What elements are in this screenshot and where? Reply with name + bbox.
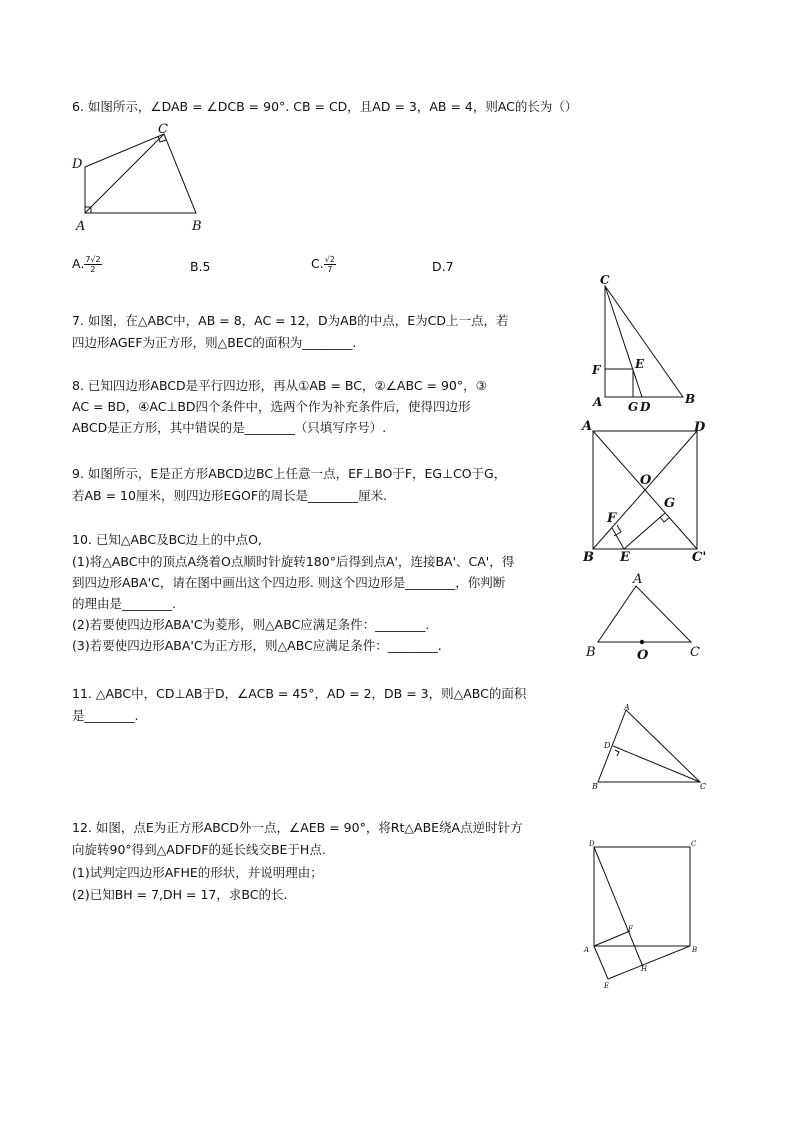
q6-figure <box>68 120 213 235</box>
q6-option-a <box>72 255 102 274</box>
q7-figure <box>588 268 698 416</box>
q10-midpoint-dot <box>640 640 644 644</box>
q7-label-f: F <box>592 363 601 377</box>
q6-option-c-denominator: 7 <box>327 265 333 274</box>
q9-line-2: 若AB = 10厘米，则四边形EGOF的周长是________厘米. <box>72 488 388 503</box>
q12-label-b: B <box>692 946 698 954</box>
q8-line-3: ABCD是正方形，其中错误的是________（只填写序号）. <box>72 420 387 435</box>
q11-label-b: B <box>592 782 598 791</box>
q11-line-2: 是________. <box>72 708 139 723</box>
q10-line-2: (1)将△ABC中的顶点A绕着O点顺时针旋转180°后得到点A'，连接BA'、CA'，得 <box>72 554 515 569</box>
q12-label-e: E <box>604 982 610 990</box>
q6-option-c-numerator: √2 <box>324 255 335 264</box>
q12-label-h: H <box>641 965 648 973</box>
q8-line-1: 8. 已知四边形ABCD是平行四边形，再从①AB = BC，②∠ABC = 90°，③ <box>72 378 487 393</box>
q10-label-c: C <box>690 645 700 660</box>
q6-option-b: B.5 <box>190 259 211 274</box>
q6-label-c: C <box>158 122 168 137</box>
q10-line-4: 的理由是________. <box>72 596 176 611</box>
q11-figure <box>588 700 708 795</box>
q10-label-a: A <box>633 572 643 587</box>
q12-label-f: F <box>628 925 633 933</box>
q7-label-b: B <box>685 392 696 406</box>
q9-label-d: D <box>694 420 706 435</box>
q7-label-d: D <box>640 400 651 414</box>
q12-label-a: A <box>584 946 590 954</box>
q6-stem: 6. 如图所示，∠DAB = ∠DCB = 90°. CB = CD，且AD = 3，AB = 4，则AC的长为（） <box>72 99 578 114</box>
q7-label-e: E <box>635 357 645 371</box>
q12-line-1: 12. 如图，点E为正方形ABCD外一点，∠AEB = 90°，将Rt△ABE绕A点逆时针方 <box>72 820 523 835</box>
q11-label-d: D <box>604 741 611 750</box>
q12-line-4: (2)已知BH = 7,DH = 17，求BC的长. <box>72 887 288 902</box>
q12-line-3: (1)试判定四边形AFHE的形状，并说明理由； <box>72 865 323 880</box>
q10-line-3: 到四边形ABA'C，请在图中画出这个四边形. 则这个四边形是________，你判断 <box>72 575 506 590</box>
q8-line-2: AC = BD，④AC⊥BD四个条件中，选两个作为补充条件后，使得四边形 <box>72 399 471 414</box>
q9-label-b: B <box>583 550 594 565</box>
q7-label-g: G <box>628 400 639 414</box>
q6-option-a-letter: A. <box>72 256 85 271</box>
q12-label-c: C <box>691 840 697 848</box>
q7-label-a: A <box>593 395 603 409</box>
q11-line-1: 11. △ABC中，CD⊥AB于D，∠ACB = 45°，AD = 2，DB = 3，则△ABC的面积 <box>72 686 527 701</box>
q9-label-c: C' <box>692 550 707 565</box>
q10-label-b: B <box>586 645 596 660</box>
q10-line-1: 10. 已知△ABC及BC边上的中点O, <box>72 532 262 547</box>
q10-figure <box>583 572 708 664</box>
q9-line-1: 9. 如图所示，E是正方形ABCD边BC上任意一点，EF⊥BO于F，EG⊥CO于G， <box>72 466 507 481</box>
q12-figure <box>580 835 705 995</box>
q10-line-5: (2)若要使四边形ABA'C为菱形，则△ABC应满足条件：________. <box>72 617 430 632</box>
q10-label-o: O <box>637 648 649 663</box>
q6-option-d: D.7 <box>432 259 454 274</box>
q6-option-c <box>311 255 336 274</box>
q6-option-a-fraction <box>84 255 101 274</box>
q9-label-a: A <box>582 419 593 434</box>
q6-label-d: D <box>72 157 83 172</box>
q12-line-2: 向旋转90°得到△ADFDF的延长线交BE于H点. <box>72 842 326 857</box>
q7-line-1: 7. 如图，在△ABC中，AB = 8，AC = 12，D为AB的中点，E为CD上一点，若 <box>72 313 509 328</box>
q9-label-e: E <box>620 550 630 565</box>
q6-option-a-numerator: 7√2 <box>85 255 101 264</box>
q9-figure <box>580 418 710 568</box>
q7-line-2: 四边形AGEF为正方形，则△BEC的面积为________. <box>72 335 357 350</box>
q10-line-6: (3)若要使四边形ABA'C为正方形，则△ABC应满足条件：________. <box>72 638 442 653</box>
q11-label-a: A <box>624 703 630 712</box>
q9-label-g: G <box>664 496 676 511</box>
q7-label-c: C <box>600 273 610 287</box>
q9-label-f: F <box>607 511 617 526</box>
q6-label-a: A <box>76 219 86 234</box>
q6-label-b: B <box>192 219 202 234</box>
q6-option-c-fraction <box>324 255 336 274</box>
q9-label-o: O <box>640 473 652 488</box>
q11-label-c: C <box>700 782 707 791</box>
q12-label-d: D <box>589 840 595 848</box>
q6-option-c-letter: C. <box>311 256 324 271</box>
q6-option-a-denominator: 2 <box>90 265 96 274</box>
